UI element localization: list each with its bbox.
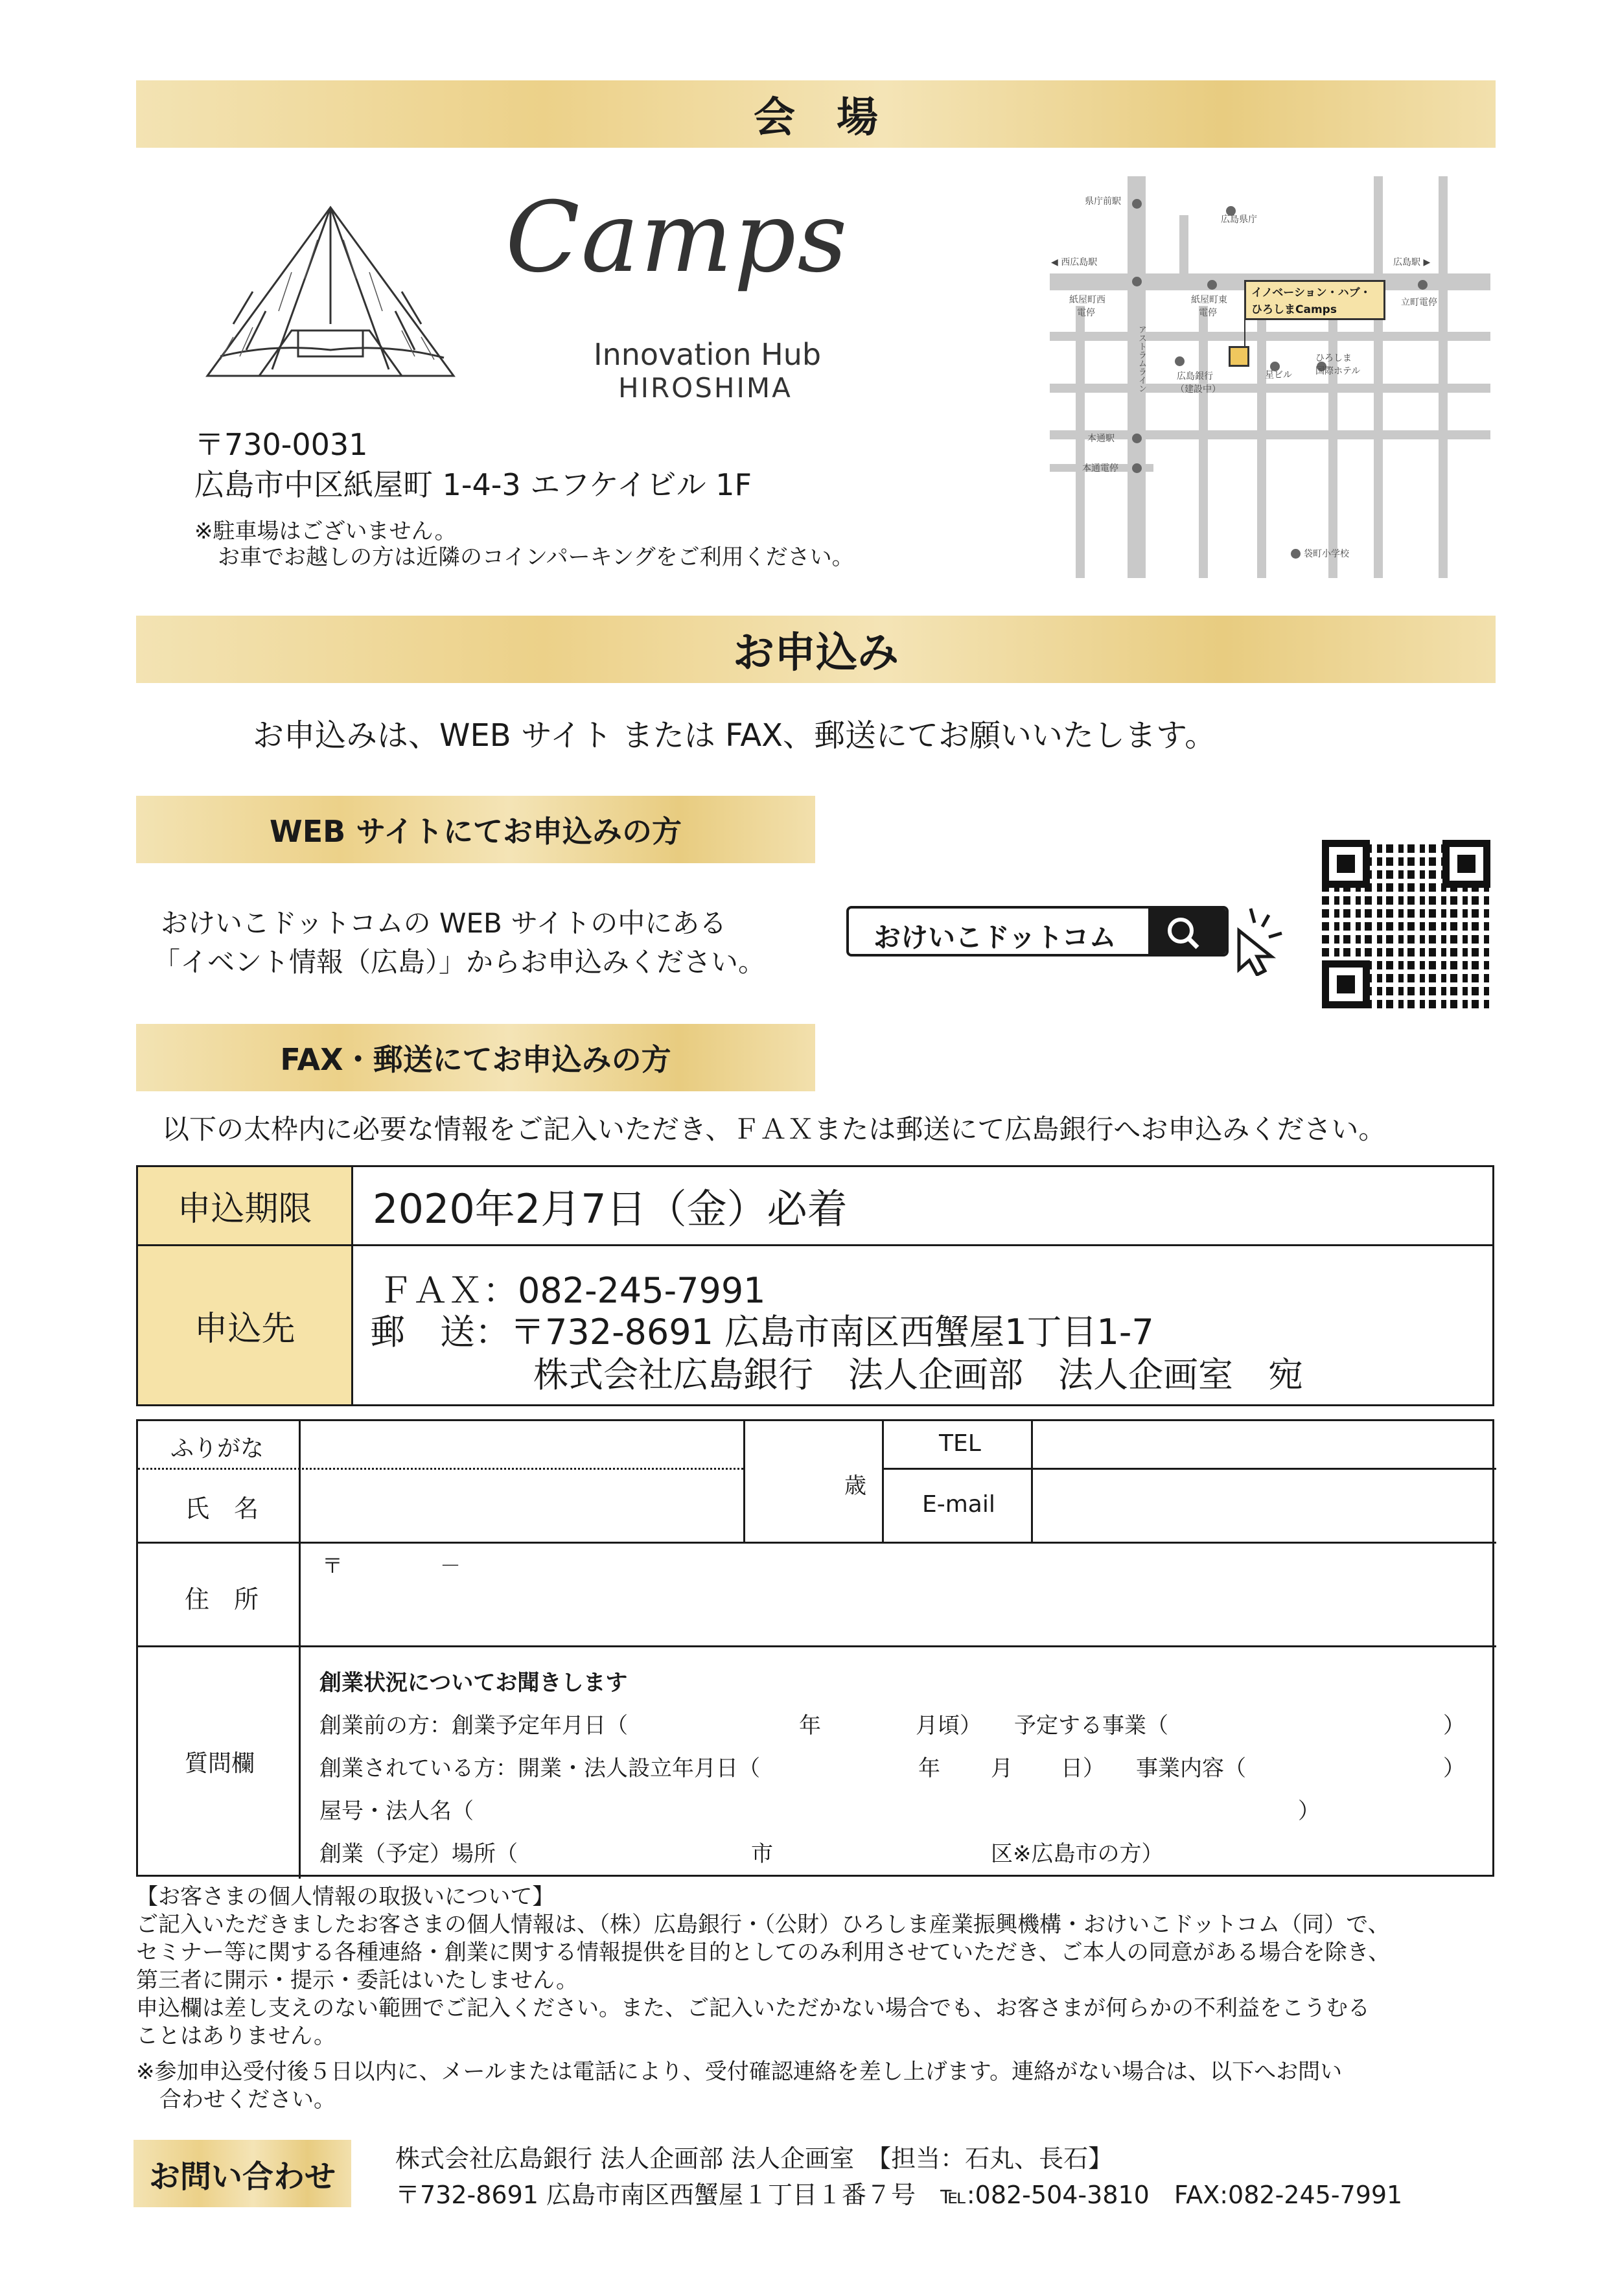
age-label: 歳 [844,1473,866,1499]
logo-line1: Innovation Hub [594,337,822,372]
name-label: 氏 名 [185,1494,259,1523]
web-section-header: WEB サイトにてお申込みの方 [136,796,815,863]
qr-code-icon [1322,840,1490,1008]
application-info-table [136,1165,1494,1406]
question-title: 創業状況についてお聞きします [319,1670,628,1696]
contact-line-1: 株式会社広島銀行 法人企画部 法人企画室 【担当：石丸、長石】 [395,2144,1113,2173]
venue-title: 会 場 [754,94,878,142]
privacy-line-7: 合わせください。 [159,2087,336,2113]
destination-fax: ＦＡＸ：082-245-7991 [378,1270,766,1311]
q3-label: 屋号・法人名（ [319,1798,474,1824]
tent-logo-icon [194,194,467,389]
search-button[interactable] [1148,909,1226,957]
destination-company: 株式会社広島銀行 法人企画部 法人企画室 宛 [533,1354,1303,1395]
postal-mark: 〒 [322,1553,343,1578]
privacy-line-3: 第三者に開示・提示・委託はいたしません。 [136,1967,579,1993]
postal-dash: － [440,1553,461,1578]
camps-script-logo: Camps [505,181,849,294]
question-input-area[interactable] [301,1647,1496,1879]
application-form [136,1419,1494,1877]
cursor-click-icon [1231,905,1290,976]
q1-year: 年 [799,1713,821,1739]
privacy-line-5: ことはありません。 [136,2023,336,2049]
deadline-value: 2020年2月7日（金）必着 [353,1167,1492,1246]
search-icon [1148,909,1226,957]
question-label: 質問欄 [185,1750,255,1777]
q4-city: 市 [751,1841,773,1867]
tel-input[interactable] [1033,1421,1496,1468]
q2-day: 日） [1061,1756,1105,1781]
q4-ward: 区※広島市の方） [991,1841,1164,1867]
deadline-label: 申込期限 [138,1167,353,1246]
destination-label: 申込先 [138,1246,353,1404]
venue-note-2: お車でお越しの方は近隣のコインパーキングをご利用ください。 [218,544,854,570]
q4-label: 創業（予定）場所（ [319,1841,518,1867]
q2-business: 事業内容（ [1136,1756,1246,1781]
q2-label: 創業されている方：開業・法人設立年月日（ [319,1756,760,1781]
access-map: イノベーション・ハブ・ ひろしまCamps 県庁前駅 広島県庁 ◀ 西広島駅 広島駅 ▶ 紙屋町西 電停 紙屋町東 電停 立町電停 アストラムライン 広島銀行 （建設中） 星ビル ひろしま 国際ホテル 本通駅 本通電停 袋町小学校 [1050,176,1490,578]
web-line-2: 「イベント情報（広島）」からお申込みください。 [153,946,766,978]
privacy-notice [136,1883,1390,2114]
contact-line-2: 〒732-8691 広島市南区西蟹屋１丁目１番７号 ℡:082-504-3810 FAX:082-245-7991 [395,2181,1403,2209]
fax-section-header: FAX・郵送にてお申込みの方 [136,1024,815,1091]
q1-month: 月頃） [916,1713,982,1739]
address-input[interactable] [301,1544,1496,1645]
map-callout: イノベーション・ハブ・ ひろしまCamps [1244,280,1385,320]
furigana-input[interactable] [301,1421,743,1468]
privacy-line-6: ※参加申込受付後５日以内に、メールまたは電話により、受付確認連絡を差し上げます。連絡がない場合は、以下へお問い [136,2059,1343,2085]
privacy-line-2: セミナー等に関する各種連絡・創業に関する情報提供を目的としてのみ利用させていただき、ご本人の同意がある場合を除き、 [136,1940,1391,1966]
furigana-label: ふりがな [170,1435,264,1462]
web-line-1: おけいこドットコムの WEB サイトの中にある [161,907,727,939]
apply-title: お申込み [733,629,899,677]
contact-label: お問い合わせ [148,2158,336,2195]
search-box-label: おけいこドットコム [874,922,1117,953]
name-input[interactable] [301,1470,743,1542]
fax-instruction: 以下の太枠内に必要な情報をご記入いただき、ＦＡＸまたは郵送にて広島銀行へお申込みください。 [162,1113,1386,1145]
address-label: 住 所 [185,1585,259,1614]
tel-label: TEL [939,1430,981,1457]
camps-location-marker [1229,346,1249,367]
apply-header [136,616,1496,683]
q2-close: ） [1443,1756,1465,1781]
q2-month: 月 [991,1756,1013,1781]
privacy-line-4: 申込欄は差し支えのない範囲でご記入ください。また、ご記入いただかない場合でも、お客さまが何らかの不利益をこうむる [136,1995,1370,2021]
q1-close: ） [1443,1713,1465,1739]
email-label: E-mail [922,1491,995,1518]
q1-label: 創業前の方：創業予定年月日（ [319,1713,628,1739]
search-box[interactable] [846,906,1229,957]
venue-note-1: ※駐車場はございません。 [194,518,457,544]
q3-close: ） [1298,1798,1320,1824]
logo-line2: HIROSHIMA [618,372,793,404]
q1-business: 予定する事業（ [1014,1713,1168,1739]
contact-header [133,2140,351,2207]
q2-year: 年 [918,1756,940,1781]
venue-address: 広島市中区紙屋町 1-4-3 エフケイビル 1F [194,467,752,502]
destination-mail: 郵 送：〒732-8691 広島市南区西蟹屋1丁目1-7 [370,1312,1154,1352]
email-input[interactable] [1033,1470,1496,1542]
venue-postal: 〒730-0031 [194,427,368,462]
venue-header [136,80,1496,148]
apply-intro: お申込みは、WEB サイト または FAX、郵送にてお願いいたします。 [253,717,1216,754]
privacy-line-1: ご記入いただきましたお客さまの個人情報は、（株）広島銀行・（公財）ひろしま産業振興機構・おけいこドットコム（同）で、 [136,1912,1390,1938]
privacy-heading: 【お客さまの個人情報の取扱いについて】 [136,1884,555,1910]
